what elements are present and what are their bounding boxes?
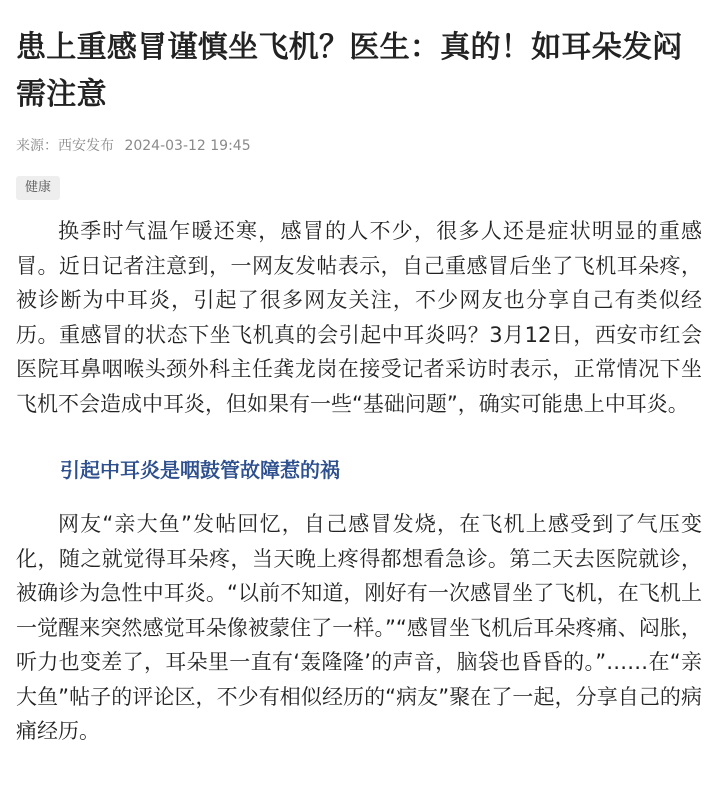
article-paragraph-1: 换季时气温乍暖还寒，感冒的人不少，很多人还是症状明显的重感冒。近日记者注意到，一网友发帖表示，自己重感冒后坐了飞机耳朵疼，被诊断为中耳炎，引起了很多网友关注，不少网友也分享自己有类似经历。重感冒的状态下坐飞机真的会引起中耳炎吗？3月12日，西安市红会医院耳鼻咽喉头颈外科主任龚龙岗在接受记者采访时表示，正常情况下坐飞机不会造成中耳炎，但如果有一些“基础问题”，确实可能患上中耳炎。 xyxy=(16,219,702,416)
article-title: 患上重感冒谨慎坐飞机？医生：真的！如耳朵发闷需注意 xyxy=(16,30,683,112)
category-tag[interactable]: 健康 xyxy=(16,176,60,200)
article-meta xyxy=(16,136,706,156)
article-paragraph-2: 网友“亲大鱼”发帖回忆，自己感冒发烧，在飞机上感受到了气压变化，随之就觉得耳朵疼，当天晚上疼得都想看急诊。第二天去医院就诊，被确诊为急性中耳炎。“以前不知道，刚好有一次感冒坐了飞机，在飞机上一觉醒来突然感觉耳朵像被蒙住了一样。”“感冒坐飞机后耳朵疼痛、闷胀，听力也变差了，耳朵里一直有‘轰隆隆’的声音，脑袋也昏昏的。”……在“亲大鱼”帖子的评论区，不少有相似经历的“病友”聚在了一起，分享自己的病痛经历。 xyxy=(16,512,702,743)
article-subheading: 引起中耳炎是咽鼓管故障惹的祸 xyxy=(60,458,340,482)
article-datetime: 2024-03-12 19:45 xyxy=(124,138,251,154)
article-source: 来源：西安发布 xyxy=(16,138,114,154)
